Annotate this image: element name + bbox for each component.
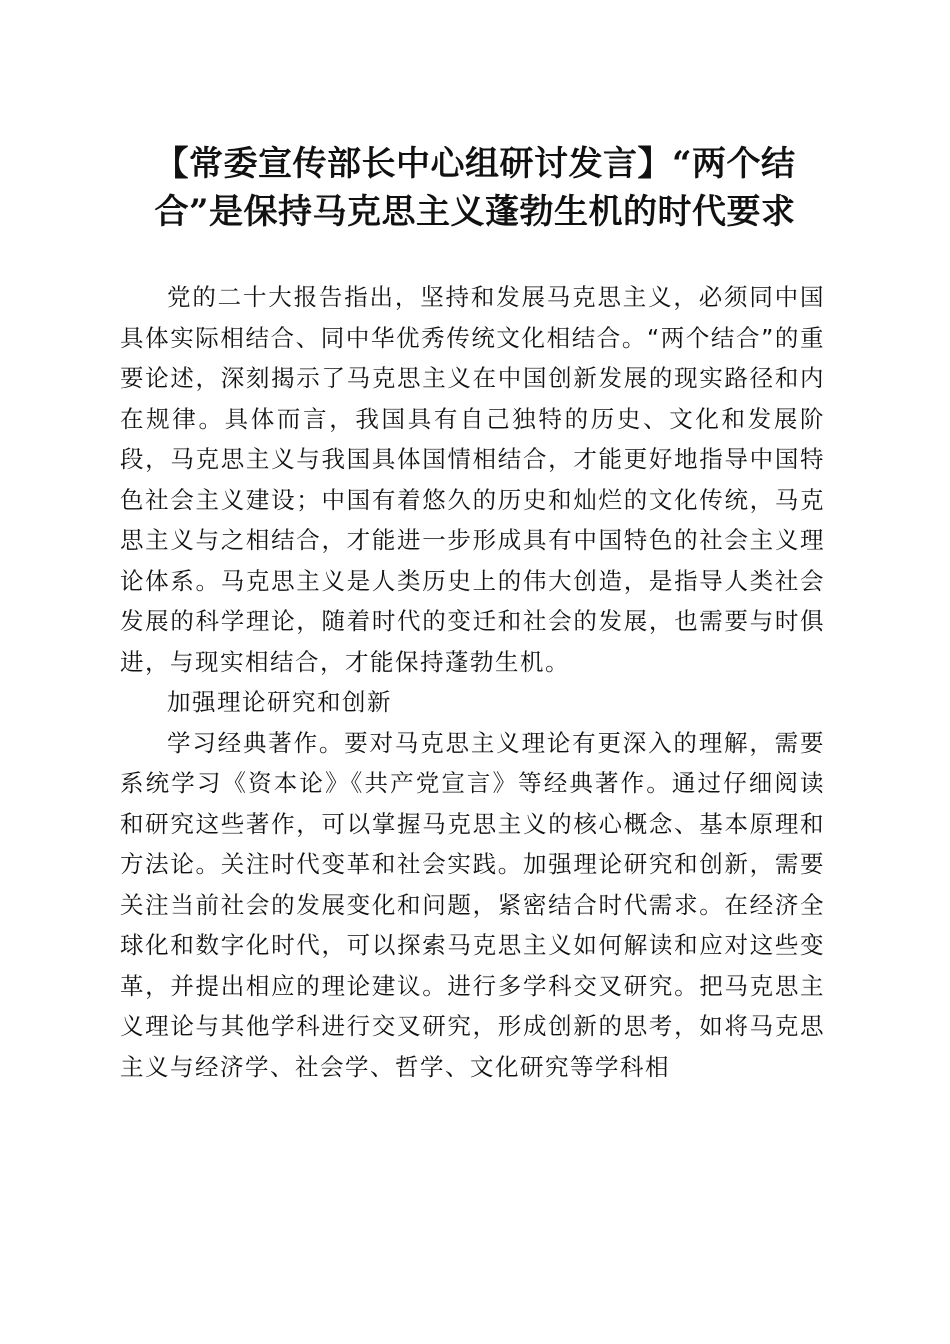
document-title: 【常委宣传部长中心组研讨发言】“两个结合”是保持马克思主义蓬勃生机的时代要求	[154, 144, 796, 232]
document-body	[120, 277, 825, 1087]
paragraph-study: 学习经典著作。要对马克思主义理论有更深入的理解，需要系统学习《资本论》《共产党宣言》等经典著作。通过仔细阅读和研究这些著作，可以掌握马克思主义的核心概念、基本原理和方法论。关注时代变革和社会实践。加强理论研究和创新，需要关注当前社会的发展变化和问题，紧密结合时代需求。在经济全球化和数字化时代，可以探索马克思主义如何解读和应对这些变革，并提出相应的理论建议。进行多学科交叉研究。把马克思主义理论与其他学科进行交叉研究，形成创新的思考，如将马克思主义与经济学、社会学、哲学、文化研究等学科相	[120, 728, 825, 1081]
paragraph-intro: 党的二十大报告指出，坚持和发展马克思主义，必须同中国具体实际相结合、同中华优秀传统文化相结合。“两个结合”的重要论述，深刻揭示了马克思主义在中国创新发展的现实路径和内在规律。具体而言，我国具有自己独特的历史、文化和发展阶段，马克思主义与我国具体国情相结合，才能更好地指导中国特色社会主义建设；中国有着悠久的历史和灿烂的文化传统，马克思主义与之相结合，才能进一步形成具有中国特色的社会主义理论体系。马克思主义是人类历史上的伟大创造，是指导人类社会发展的科学理论，随着时代的变迁和社会的发展，也需要与时俱进，与现实相结合，才能保持蓬勃生机。	[120, 283, 825, 676]
section-heading: 加强理论研究和创新	[167, 688, 392, 716]
